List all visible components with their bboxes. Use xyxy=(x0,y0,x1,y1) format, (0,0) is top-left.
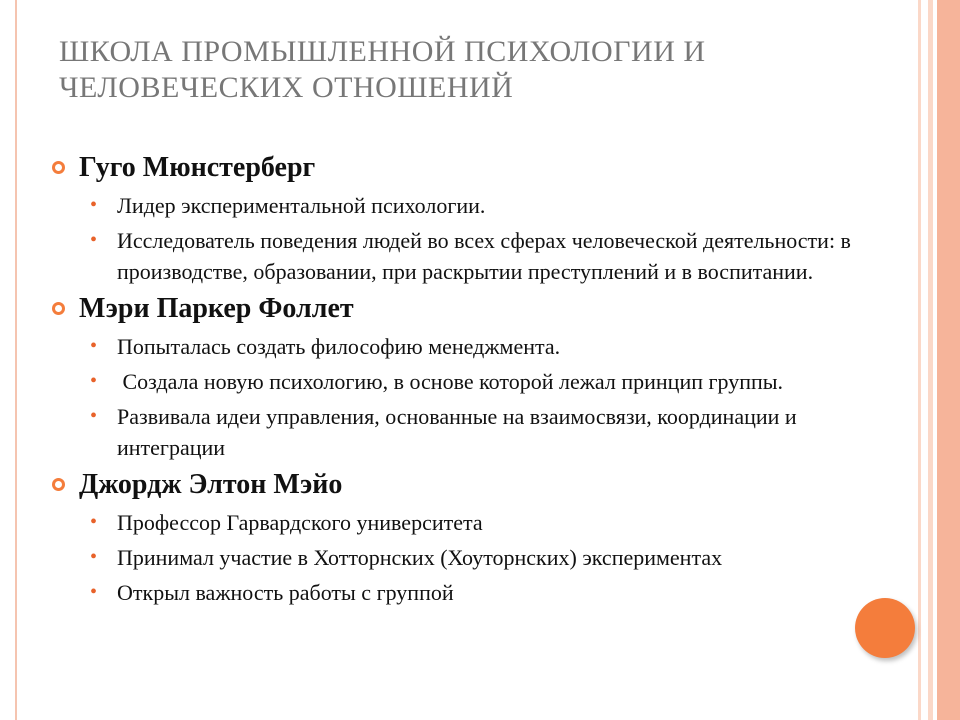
bullet-dot-icon: • xyxy=(90,229,98,251)
slide-title xyxy=(59,34,839,106)
right-stripe-b xyxy=(928,0,933,720)
list-item xyxy=(52,577,852,608)
title-line-1: ШКОЛА ПРОМЫШЛЕННОЙ ПСИХОЛОГИИ И xyxy=(59,35,706,68)
item-list xyxy=(52,331,852,463)
bullet-dot-icon: • xyxy=(90,405,98,427)
bullet-dot-icon: • xyxy=(90,511,98,533)
section-munsterberg xyxy=(52,150,852,287)
list-item xyxy=(52,401,852,463)
bullet-dot-icon: • xyxy=(90,370,98,392)
slide-content xyxy=(52,150,852,612)
right-stripe-c xyxy=(937,0,960,720)
list-item-text: Лидер экспериментальной психологии. xyxy=(117,193,486,218)
bullet-ring-icon xyxy=(52,161,65,174)
list-item-text: Профессор Гарвардского университета xyxy=(117,510,483,535)
decorative-circle-icon xyxy=(855,598,915,658)
list-item xyxy=(52,542,852,573)
list-item-text: Попыталась создать философию менеджмента. xyxy=(117,334,561,359)
section-heading xyxy=(52,291,852,327)
heading-text: Джордж Элтон Мэйо xyxy=(79,469,343,500)
section-follett xyxy=(52,291,852,463)
list-item xyxy=(52,507,852,538)
list-item-text: Создала новую психологию, в основе которой лежал принцип группы. xyxy=(117,369,784,394)
bullet-ring-icon xyxy=(52,478,65,491)
item-list xyxy=(52,507,852,608)
list-item-text: Исследователь поведения людей во всех сферах человеческой деятельности: в производстве, образовании, при раскрытии преступлений и в воспитании. xyxy=(117,228,851,284)
bullet-ring-icon xyxy=(52,302,65,315)
list-item-text: Открыл важность работы с группой xyxy=(117,580,454,605)
left-frame-line xyxy=(15,0,17,720)
item-list xyxy=(52,190,852,287)
list-item xyxy=(52,366,852,397)
title-line-2: ЧЕЛОВЕЧЕСКИХ ОТНОШЕНИЙ xyxy=(59,71,514,104)
heading-text: Гуго Мюнстерберг xyxy=(79,152,316,183)
bullet-dot-icon: • xyxy=(90,335,98,357)
list-item xyxy=(52,190,852,221)
section-heading xyxy=(52,150,852,186)
heading-text: Мэри Паркер Фоллет xyxy=(79,293,354,324)
list-item-text: Принимал участие в Хотторнских (Хоуторнских) экспериментах xyxy=(117,545,723,570)
list-item xyxy=(52,225,852,287)
list-item xyxy=(52,331,852,362)
section-heading xyxy=(52,467,852,503)
list-item-text: Развивала идеи управления, основанные на взаимосвязи, координации и интеграции xyxy=(117,404,797,460)
right-stripe-a xyxy=(918,0,921,720)
bullet-dot-icon: • xyxy=(90,581,98,603)
bullet-dot-icon: • xyxy=(90,194,98,216)
bullet-dot-icon: • xyxy=(90,546,98,568)
section-mayo xyxy=(52,467,852,608)
